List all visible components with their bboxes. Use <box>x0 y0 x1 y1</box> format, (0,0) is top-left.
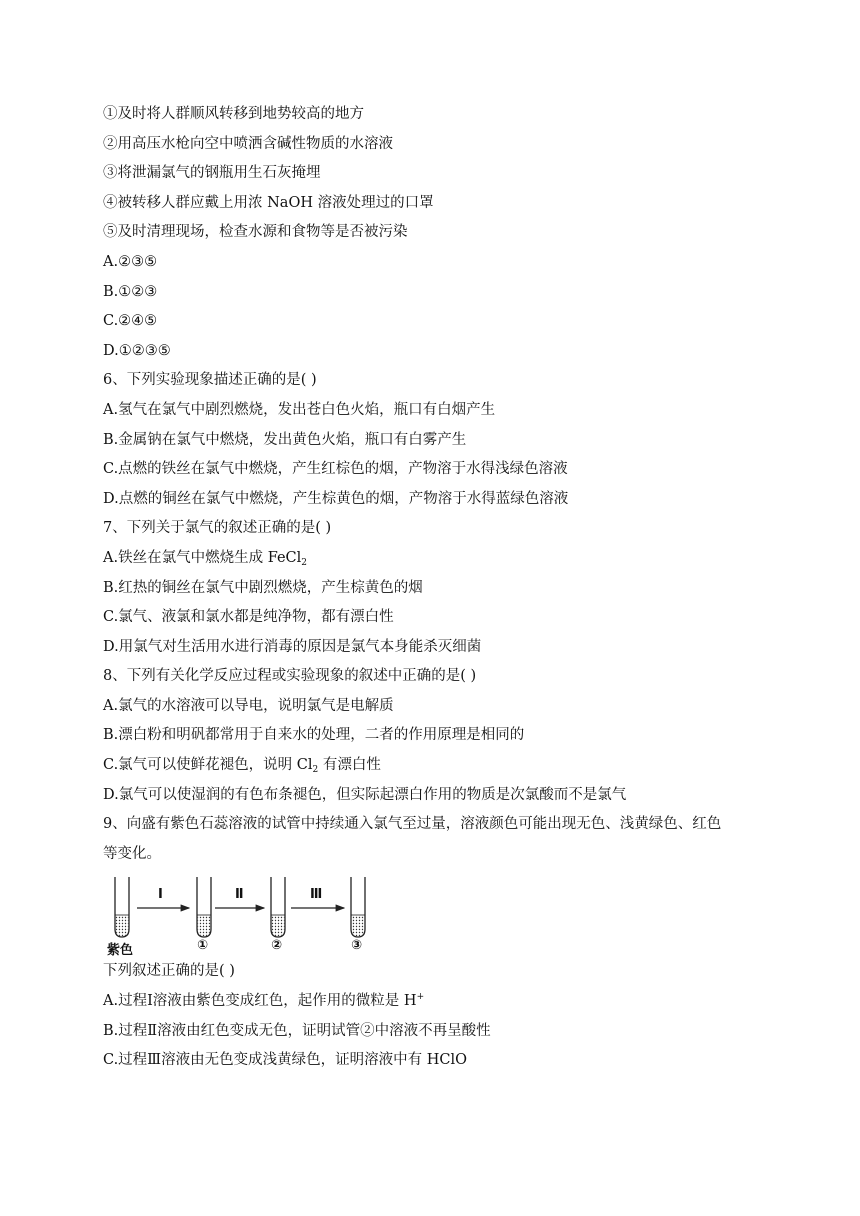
q5-item-4: ④被转移人群应戴上用浓 NaOH 溶液处理过的口罩 <box>103 194 434 211</box>
arrow-label-1: Ⅰ <box>158 887 163 903</box>
q8-option-d: D.氯气可以使湿润的有色布条褪色，但实际起漂白作用的物质是次氯酸而不是氯气 <box>103 786 627 803</box>
test-tube-figure <box>103 871 783 957</box>
q9-option-c: C.过程Ⅲ溶液由无色变成浅黄绿色，证明溶液中有 HClO <box>103 1052 468 1069</box>
q8-option-b: B.漂白粉和明矾都常用于自来水的处理，二者的作用原理是相同的 <box>103 727 525 744</box>
test-tube-purple <box>115 877 129 937</box>
q8-option-c-pre: C.氯气可以使鲜花褪色，说明 Cl <box>103 757 313 774</box>
q5-option-c: C.②④⑤ <box>103 313 158 330</box>
test-tube-1 <box>197 877 211 937</box>
q7-option-c: C.氯气、液氯和氯水都是纯净物，都有漂白性 <box>103 609 394 626</box>
q9-option-a-text: A.过程Ⅰ溶液由紫色变成红色，起作用的微粒是 H <box>103 993 417 1010</box>
q9-option-a-superscript: + <box>416 992 425 1003</box>
q9-question: 下列叙述正确的是( ) <box>103 963 235 980</box>
tube-label-1: ① <box>197 938 209 954</box>
q5-option-a: A.②③⑤ <box>103 253 158 270</box>
q7-option-d: D.用氯气对生活用水进行消毒的原因是氯气本身能杀灭细菌 <box>103 638 482 655</box>
q5-item-5: ⑤及时清理现场，检查水源和食物等是否被污染 <box>103 224 408 241</box>
q5-item-3: ③将泄漏氯气的钢瓶用生石灰掩埋 <box>103 165 321 182</box>
q6-option-c: C.点燃的铁丝在氯气中燃烧，产生红棕色的烟，产物溶于水得浅绿色溶液 <box>103 461 568 478</box>
q9-option-a <box>103 987 783 1017</box>
q5-item-2: ②用高压水枪向空中喷洒含碱性物质的水溶液 <box>103 135 393 152</box>
q7-option-a-subscript: 2 <box>301 557 308 568</box>
q5-option-b: B.①②③ <box>103 283 158 300</box>
test-tube-2 <box>271 877 285 937</box>
q8-option-a: A.氯气的水溶液可以导电，说明氯气是电解质 <box>103 697 394 714</box>
q8-option-c <box>103 751 783 781</box>
tube-label-purple: 紫色 <box>107 943 134 959</box>
q7-option-a-text: A.铁丝在氯气中燃烧生成 FeCl <box>103 549 302 566</box>
q6-option-a: A.氢气在氯气中剧烈燃烧，发出苍白色火焰，瓶口有白烟产生 <box>103 401 496 418</box>
q6-stem: 6、下列实验现象描述正确的是( ) <box>103 372 317 389</box>
q8-option-c-post: 有漂白性 <box>318 757 381 774</box>
q9-stem-line1: 9、向盛有紫色石蕊溶液的试管中持续通入氯气至过量，溶液颜色可能出现无色、浅黄绿色、红色 <box>103 816 722 833</box>
q5-item-1: ①及时将人群顺风转移到地势较高的地方 <box>103 106 364 122</box>
q7-option-a <box>103 544 783 574</box>
q6-option-d: D.点燃的铜丝在氯气中燃烧，产生棕黄色的烟，产物溶于水得蓝绿色溶液 <box>103 490 569 507</box>
arrow-label-2: Ⅱ <box>235 887 244 903</box>
q9-stem-line2: 等变化。 <box>103 845 161 862</box>
q8-option-c-subscript: 2 <box>312 765 319 776</box>
q7-option-b: B.红热的铜丝在氯气中剧烈燃烧，产生棕黄色的烟 <box>103 579 423 596</box>
q9-option-b: B.过程Ⅱ溶液由红色变成无色，证明试管②中溶液不再呈酸性 <box>103 1022 491 1039</box>
document-page <box>103 100 783 1076</box>
arrow-label-3: Ⅲ <box>310 887 323 903</box>
q8-stem: 8、下列有关化学反应过程或实验现象的叙述中正确的是( ) <box>103 668 477 685</box>
q6-option-b: B.金属钠在氯气中燃烧，发出黄色火焰，瓶口有白雾产生 <box>103 431 467 448</box>
test-tube-diagram <box>103 871 383 957</box>
test-tube-3 <box>351 877 365 937</box>
q5-option-d: D.①②③⑤ <box>103 342 171 359</box>
tube-label-2: ② <box>271 938 283 954</box>
tube-label-3: ③ <box>351 938 363 954</box>
q7-stem: 7、下列关于氯气的叙述正确的是( ) <box>103 520 332 537</box>
